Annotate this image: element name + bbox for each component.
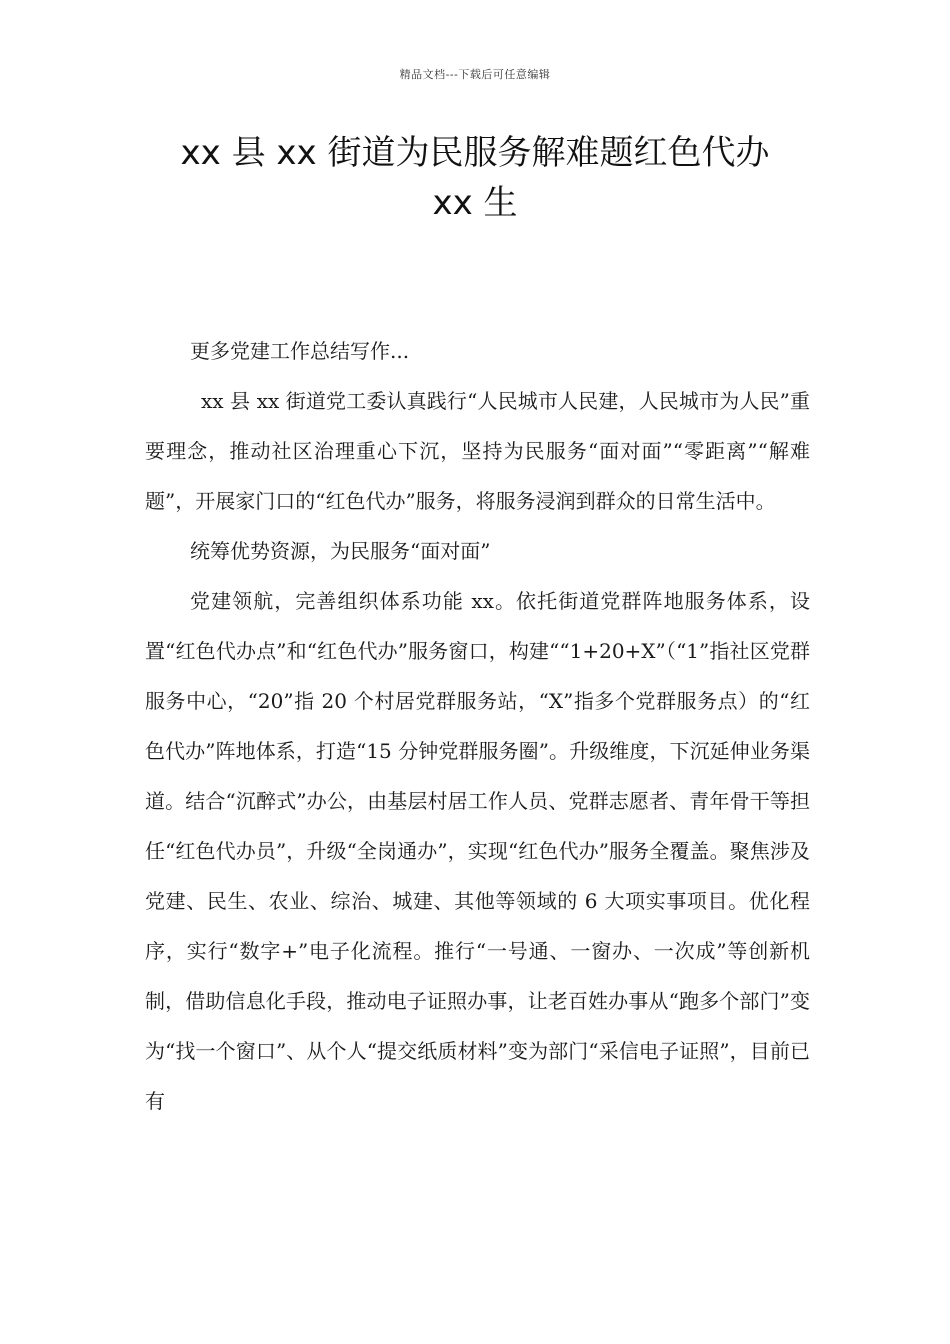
- paragraph-more-link: 更多党建工作总结写作...: [190, 339, 410, 363]
- document-body: [145, 326, 810, 1126]
- title-line-2: xx 生: [432, 183, 518, 223]
- paragraph-party-leadership: 党建领航，完善组织体系功能 xx。依托街道党群阵地服务体系，设置“红色代办点”和“红色代办”服务窗口，构建““1+20+X”（“1”指社区党群服务中心，“20”指 20 个村居党群服务站，“X”指多个党群服务点）的“红色代办”阵地体系，打造“15 分钟党群服务圈”。升级维度，下沉延伸业务渠道。结合“沉醉式”办公，由基层村居工作人员、党群志愿者、青年骨干等担任“红色代办员”，升级“全岗通办”，实现“红色代办”服务全覆盖。聚焦涉及党建、民生、农业、综治、城建、其他等领域的 6 大项实事项目。优化程序，实行“数字+”电子化流程。推行“一号通、一窗办、一次成”等创新机制，借助信息化手段，推动电子证照办事，让老百姓办事从“跑多个部门”变为“找一个窗口”、从个人“提交纸质材料”变为部门“采信电子证照”，目前已有: [145, 589, 810, 1113]
- document-title: [120, 128, 830, 228]
- paragraph-intro: xx 县 xx 街道党工委认真践行“人民城市人民建，人民城市为人民”重要理念，推动社区治理重心下沉，坚持为民服务“面对面”“零距离”“解难题”，开展家门口的“红色代办”服务，将服务浸润到群众的日常生活中。: [145, 389, 810, 513]
- header-note: 精品文档---下载后可任意编辑: [399, 68, 551, 81]
- title-line-1: xx 县 xx 街道为民服务解难题红色代办: [180, 133, 770, 173]
- section-heading: 统筹优势资源，为民服务“面对面”: [190, 539, 491, 563]
